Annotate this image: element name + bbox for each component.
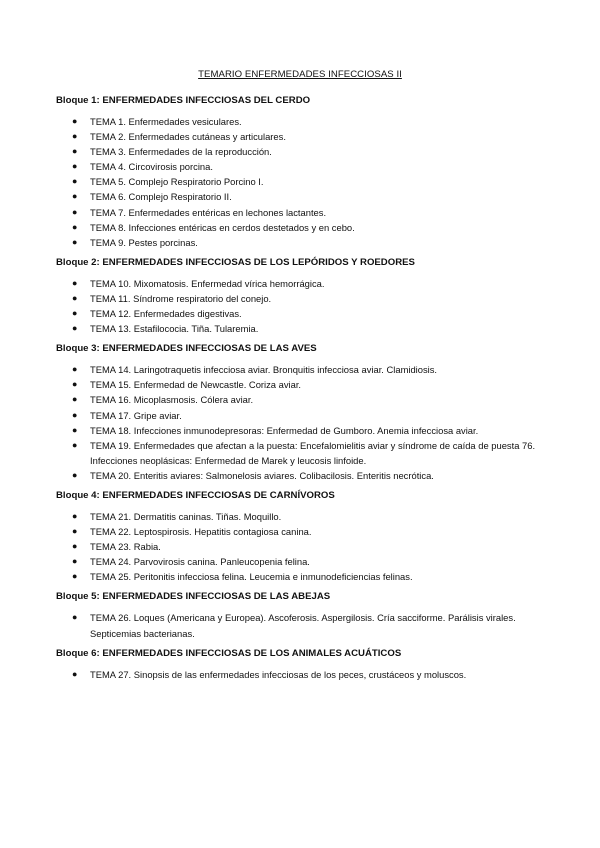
bullet-icon: ● (72, 146, 78, 157)
topic-text: TEMA 10. Mixomatosis. Enfermedad vírica hemorrágica. (90, 277, 325, 289)
bullet-icon: ● (72, 379, 78, 390)
topic-text: TEMA 20. Enteritis aviares: Salmonelosis aviares. Colibacilosis. Enteritis necrótica. (90, 469, 434, 481)
list-item (56, 159, 556, 174)
topic-text: TEMA 19. Enfermedades que afectan a la puesta: Encefalomielitis aviar y síndrome de caída de puesta 76. Infecciones neoplásicas: Enfermedad de Marek y leucosis linfoide. (90, 439, 536, 466)
list-item (56, 509, 556, 524)
topic-text: TEMA 4. Circovirosis porcina. (90, 161, 213, 173)
list-item (56, 438, 556, 468)
bullet-icon: ● (72, 116, 78, 126)
list-item (56, 174, 556, 189)
bullet-icon: ● (72, 612, 78, 623)
bullet-icon: ● (72, 556, 78, 567)
list-item (56, 392, 556, 407)
topic-list (56, 667, 556, 682)
list-item (56, 423, 556, 438)
bullet-icon: ● (72, 191, 78, 202)
topic-text: TEMA 25. Peritonitis infecciosa felina. Leucemia e inmunodeficiencias felinas. (90, 571, 413, 583)
list-item (56, 569, 556, 584)
bullet-icon: ● (72, 668, 78, 679)
bullet-icon: ● (72, 394, 78, 405)
list-item (56, 129, 556, 144)
list-item (56, 189, 556, 204)
list-item (56, 610, 556, 640)
topic-text: TEMA 11. Síndrome respiratorio del conejo. (90, 292, 272, 304)
bullet-icon: ● (72, 221, 78, 232)
list-item (56, 205, 556, 220)
bullet-icon: ● (72, 439, 78, 450)
bullet-icon: ● (72, 571, 78, 582)
topic-text: TEMA 1. Enfermedades vesiculares. (90, 116, 242, 127)
bullet-icon: ● (72, 469, 78, 480)
topic-list (56, 362, 556, 483)
bullet-icon: ● (72, 541, 78, 552)
list-item (56, 377, 556, 392)
list-item (56, 667, 556, 682)
topic-text: TEMA 12. Enfermedades digestivas. (90, 308, 242, 320)
bullet-icon: ● (72, 161, 78, 172)
bullet-icon: ● (72, 277, 78, 288)
list-item (56, 235, 556, 250)
bullet-icon: ● (72, 176, 78, 187)
list-item (56, 408, 556, 423)
list-item (56, 554, 556, 569)
bullet-icon: ● (72, 424, 78, 435)
topic-text: TEMA 18. Infecciones inmunodepresoras: Enfermedad de Gumboro. Anemia infecciosa aviar. (90, 424, 479, 436)
topic-text: TEMA 21. Dermatitis caninas. Tiñas. Moquillo. (90, 510, 282, 522)
topic-text: TEMA 13. Estafilococia. Tiña. Tularemia. (90, 323, 259, 335)
bullet-icon: ● (72, 510, 78, 521)
topic-text: TEMA 3. Enfermedades de la reproducción. (90, 146, 272, 158)
topic-list (56, 276, 556, 336)
block-heading: Bloque 3: ENFERMEDADES INFECCIOSAS DE LAS AVES (56, 343, 317, 355)
topic-list (56, 509, 556, 584)
bullet-icon: ● (72, 308, 78, 319)
block-heading: Bloque 2: ENFERMEDADES INFECCIOSAS DE LOS LEPÓRIDOS Y ROEDORES (56, 256, 415, 268)
topic-text: TEMA 8. Infecciones entéricas en cerdos destetados y en cebo. (90, 221, 355, 233)
list-item (56, 468, 556, 483)
block-heading: Bloque 6: ENFERMEDADES INFECCIOSAS DE LOS ANIMALES ACUÁTICOS (56, 647, 402, 659)
list-item (56, 321, 556, 336)
list-item (56, 144, 556, 159)
bullet-icon: ● (72, 131, 78, 142)
bullet-icon: ● (72, 292, 78, 303)
list-item (56, 114, 556, 129)
bullet-icon: ● (72, 206, 78, 217)
block-heading: Bloque 4: ENFERMEDADES INFECCIOSAS DE CARNÍVOROS (56, 489, 335, 501)
topic-text: TEMA 16. Micoplasmosis. Cólera aviar. (90, 394, 254, 406)
list-item (56, 220, 556, 235)
topic-text: TEMA 6. Complejo Respiratorio II. (90, 191, 232, 203)
syllabus-blocks (56, 95, 556, 689)
topic-text: TEMA 15. Enfermedad de Newcastle. Coriza aviar. (90, 379, 302, 391)
topic-text: TEMA 26. Loques (Americana y Europea). Ascoferosis. Aspergilosis. Cría sacciforme. Parálisis virales. Septicemias bacterianas. (90, 612, 516, 639)
topic-text: TEMA 27. Sinopsis de las enfermedades infecciosas de los peces, crustáceos y moluscos. (90, 668, 467, 680)
topic-text: TEMA 9. Pestes porcinas. (90, 236, 198, 248)
topic-text: TEMA 2. Enfermedades cutáneas y articulares. (90, 131, 286, 143)
document-title: TEMARIO ENFERMEDADES INFECCIOSAS II (198, 69, 402, 80)
bullet-icon: ● (72, 409, 78, 420)
list-item (56, 362, 556, 377)
topic-text: TEMA 22. Leptospirosis. Hepatitis contagiosa canina. (90, 526, 312, 538)
block-heading: Bloque 1: ENFERMEDADES INFECCIOSAS DEL CERDO (56, 95, 311, 106)
topic-text: TEMA 7. Enfermedades entéricas en lechones lactantes. (90, 206, 327, 218)
bullet-icon: ● (72, 323, 78, 334)
block-heading: Bloque 5: ENFERMEDADES INFECCIOSAS DE LAS ABEJAS (56, 591, 331, 603)
bullet-icon: ● (72, 526, 78, 537)
topic-text: TEMA 23. Rabia. (90, 541, 161, 553)
topic-text: TEMA 5. Complejo Respiratorio Porcino I. (90, 176, 264, 188)
bullet-icon: ● (72, 236, 78, 247)
topic-text: TEMA 17. Gripe aviar. (90, 409, 182, 421)
topic-list (56, 610, 556, 640)
topic-list (56, 114, 556, 250)
topic-text: TEMA 24. Parvovirosis canina. Panleucopenia felina. (90, 556, 310, 568)
list-item (56, 291, 556, 306)
list-item (56, 539, 556, 554)
topic-text: TEMA 14. Laringotraquetis infecciosa aviar. Bronquitis infecciosa aviar. Clamidiosis. (90, 364, 438, 376)
list-item (56, 524, 556, 539)
list-item (56, 306, 556, 321)
bullet-icon: ● (72, 364, 78, 375)
list-item (56, 276, 556, 291)
